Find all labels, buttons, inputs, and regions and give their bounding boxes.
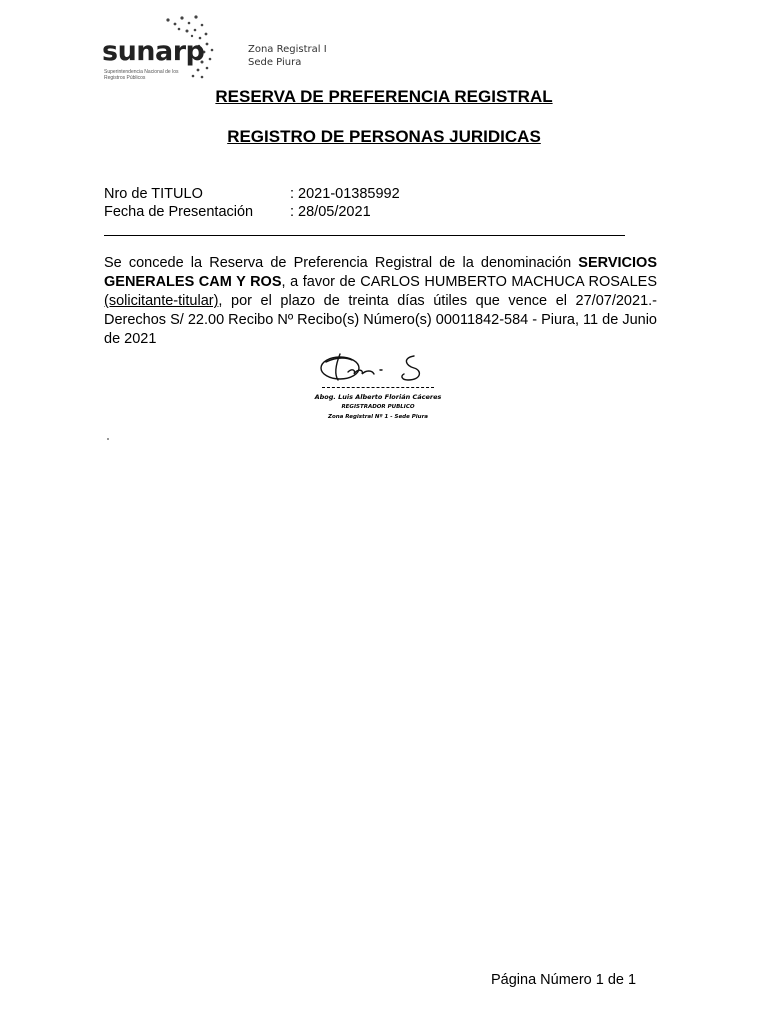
info-value: : 2021-01385992 — [290, 186, 400, 202]
signer-role: REGISTRADOR PUBLICO — [341, 404, 415, 410]
divider-line — [104, 235, 625, 236]
document-subtitle: REGISTRO DE PERSONAS JURIDICAS — [227, 127, 541, 146]
body-text-3: , por el plazo de treinta días útiles que vence el 27/07/2021.-Derechos S/ 22.00 Recibo Nº Recibo(s) Número(s) 00011842-584 - Piura, 11 de Junio de 2021 — [104, 293, 657, 347]
body-text-2: , a favor de CARLOS HUMBERTO MACHUCA ROSALES — [281, 274, 657, 290]
zone-label — [248, 43, 327, 69]
signer-name: Abog. Luis Alberto Florián Cáceres — [314, 393, 442, 401]
info-label: Nro de TITULO — [104, 186, 203, 202]
zone-line-2: Sede Piura — [248, 57, 302, 68]
signature-icon — [318, 350, 438, 386]
body-text-1: Se concede la Reserva de Preferencia Registral de la denominación — [104, 255, 579, 271]
info-row-fecha — [0, 204, 768, 222]
page-number: Página Número 1 de 1 — [491, 972, 637, 988]
info-value: : 28/05/2021 — [290, 204, 371, 220]
logo-wordmark: sunarp — [102, 36, 205, 67]
document-title: RESERVA DE PREFERENCIA REGISTRAL — [215, 87, 553, 106]
sunarp-logo — [100, 14, 360, 84]
logo-subtitle: Superintendencia Nacional de los Registros Públicos — [104, 69, 179, 81]
body-paragraph — [104, 254, 657, 349]
applicant-role: (solicitante-titular) — [104, 293, 219, 309]
signature-line — [322, 387, 434, 388]
signer-zone: Zona Registral Nº 1 - Sede Piura — [327, 414, 429, 420]
zone-line-1: Zona Registral I — [248, 44, 327, 55]
stray-mark — [107, 438, 109, 440]
info-label: Fecha de Presentación — [104, 204, 254, 220]
info-row-titulo — [0, 186, 768, 204]
company-name: SERVICIOS GENERALES CAM Y ROS — [104, 255, 657, 290]
